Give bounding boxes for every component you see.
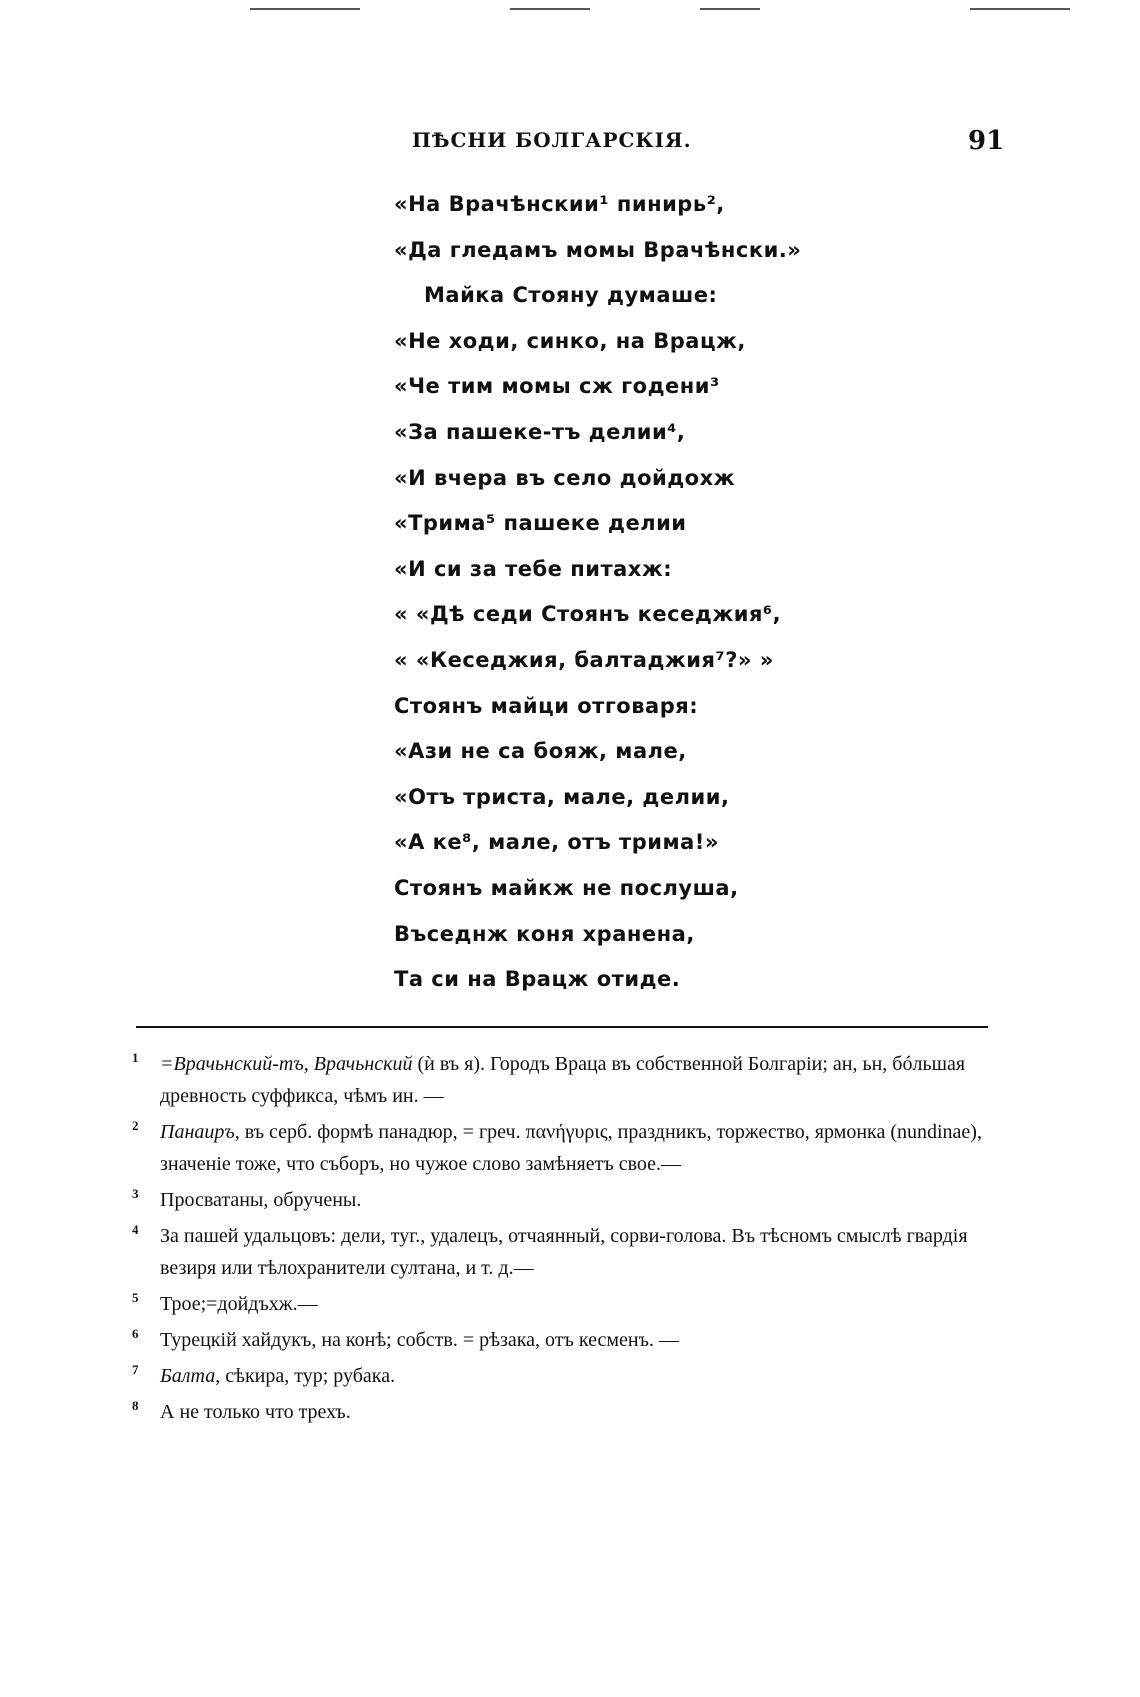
- verse-line: Та си на Врацж отиде.: [394, 967, 681, 992]
- footnote-number: 8: [132, 1398, 139, 1413]
- footnote-text: А не только что трехъ.: [160, 1401, 351, 1423]
- footnote-number: 7: [132, 1362, 139, 1377]
- verse-line: «И вчера въ село дойдохж: [394, 465, 736, 490]
- verse-line: «Ази не са бояж, мале,: [394, 739, 687, 764]
- footnote-term: Панаиръ: [160, 1121, 235, 1143]
- verse-line: Въседнж коня хранена,: [394, 921, 695, 946]
- footnote-number: 1: [132, 1050, 139, 1065]
- footnote: [130, 1184, 992, 1216]
- footnote-text: За пашей удальцовъ: дели, туг., удалецъ, отчаянный, сорви-голова. Въ тѣсномъ смыслѣ гвардiя везиря или тѣлохранители султана, и т. д.—: [160, 1225, 968, 1279]
- verse-line: «И си за тебе питахж:: [394, 556, 673, 581]
- footnote: [130, 1048, 992, 1112]
- footnote-separator: [136, 1026, 988, 1028]
- footnote-number: 2: [132, 1118, 139, 1133]
- verse-line: «Отъ триста, мале, делии,: [394, 784, 730, 809]
- footnote-term: =Врачьнский-тъ, Врачьнский: [160, 1053, 413, 1075]
- verse-line: «На Врачѣнскии¹ пинирь²,: [394, 192, 725, 216]
- song-verse: [394, 182, 954, 1003]
- footnote-number: 6: [132, 1326, 139, 1341]
- footnote-term: Балта: [160, 1365, 216, 1387]
- footnote: [130, 1116, 992, 1180]
- verse-line: Стоянъ майци отговаря:: [394, 693, 699, 718]
- page-number: 91: [968, 126, 1005, 156]
- footnote: [130, 1360, 992, 1392]
- footnote: [130, 1396, 992, 1428]
- footnotes: [130, 1048, 992, 1432]
- verse-line: «За пашеке-тъ делии⁴,: [394, 419, 686, 444]
- footnote-number: 3: [132, 1186, 139, 1201]
- footnote-text: , сѣкира, тур; рубака.: [215, 1365, 396, 1387]
- verse-line: «Не ходи, синко, на Врацж,: [394, 328, 746, 353]
- verse-line: «Да гледамъ момы Врачѣнски.»: [394, 237, 802, 262]
- footnote-text: Просватаны, обручены.: [160, 1189, 362, 1211]
- footnote-text: Трое;=дойдъхж.—: [160, 1293, 318, 1315]
- footnote-text: , въ серб. формѣ панадюр, = греч. πανήγυρις, праздникъ, торжество, ярмонка (nundinae), значенiе тоже, что съборъ, но чужое слово замѣняетъ свое.—: [160, 1121, 982, 1175]
- verse-line: «Че тим момы сж годени³: [394, 374, 720, 399]
- verse-line: «Трима⁵ пашеке делии: [394, 511, 687, 536]
- footnote-text: Турецкiй хайдукъ, на конѣ; собств. = рѣзака, отъ кесменъ. —: [160, 1329, 679, 1351]
- running-head: ПѢСНИ БОЛГАРСКIЯ.: [412, 128, 692, 152]
- footnote: [130, 1288, 992, 1320]
- footnote: [130, 1220, 992, 1284]
- verse-line: « «Кеседжия, балтаджия⁷?» »: [394, 647, 774, 672]
- footnote: [130, 1324, 992, 1356]
- verse-line: «А ке⁸, мале, отъ трима!»: [394, 830, 719, 855]
- verse-line: Стоянъ майкж не послуша,: [394, 875, 739, 900]
- footnote-number: 5: [132, 1290, 139, 1305]
- scan-edge-marks: [0, 0, 1140, 20]
- verse-line: Майка Стояну думаше:: [424, 283, 718, 308]
- footnote-number: 4: [132, 1222, 139, 1237]
- footnote-text: (ѝ въ я). Городъ Враца въ собственной Болгарiи; ан, ьн, бóльшая древность суффикса, чѣмъ ин. —: [160, 1053, 966, 1107]
- verse-line: « «Дѣ седи Стоянъ кеседжия⁶,: [394, 602, 782, 627]
